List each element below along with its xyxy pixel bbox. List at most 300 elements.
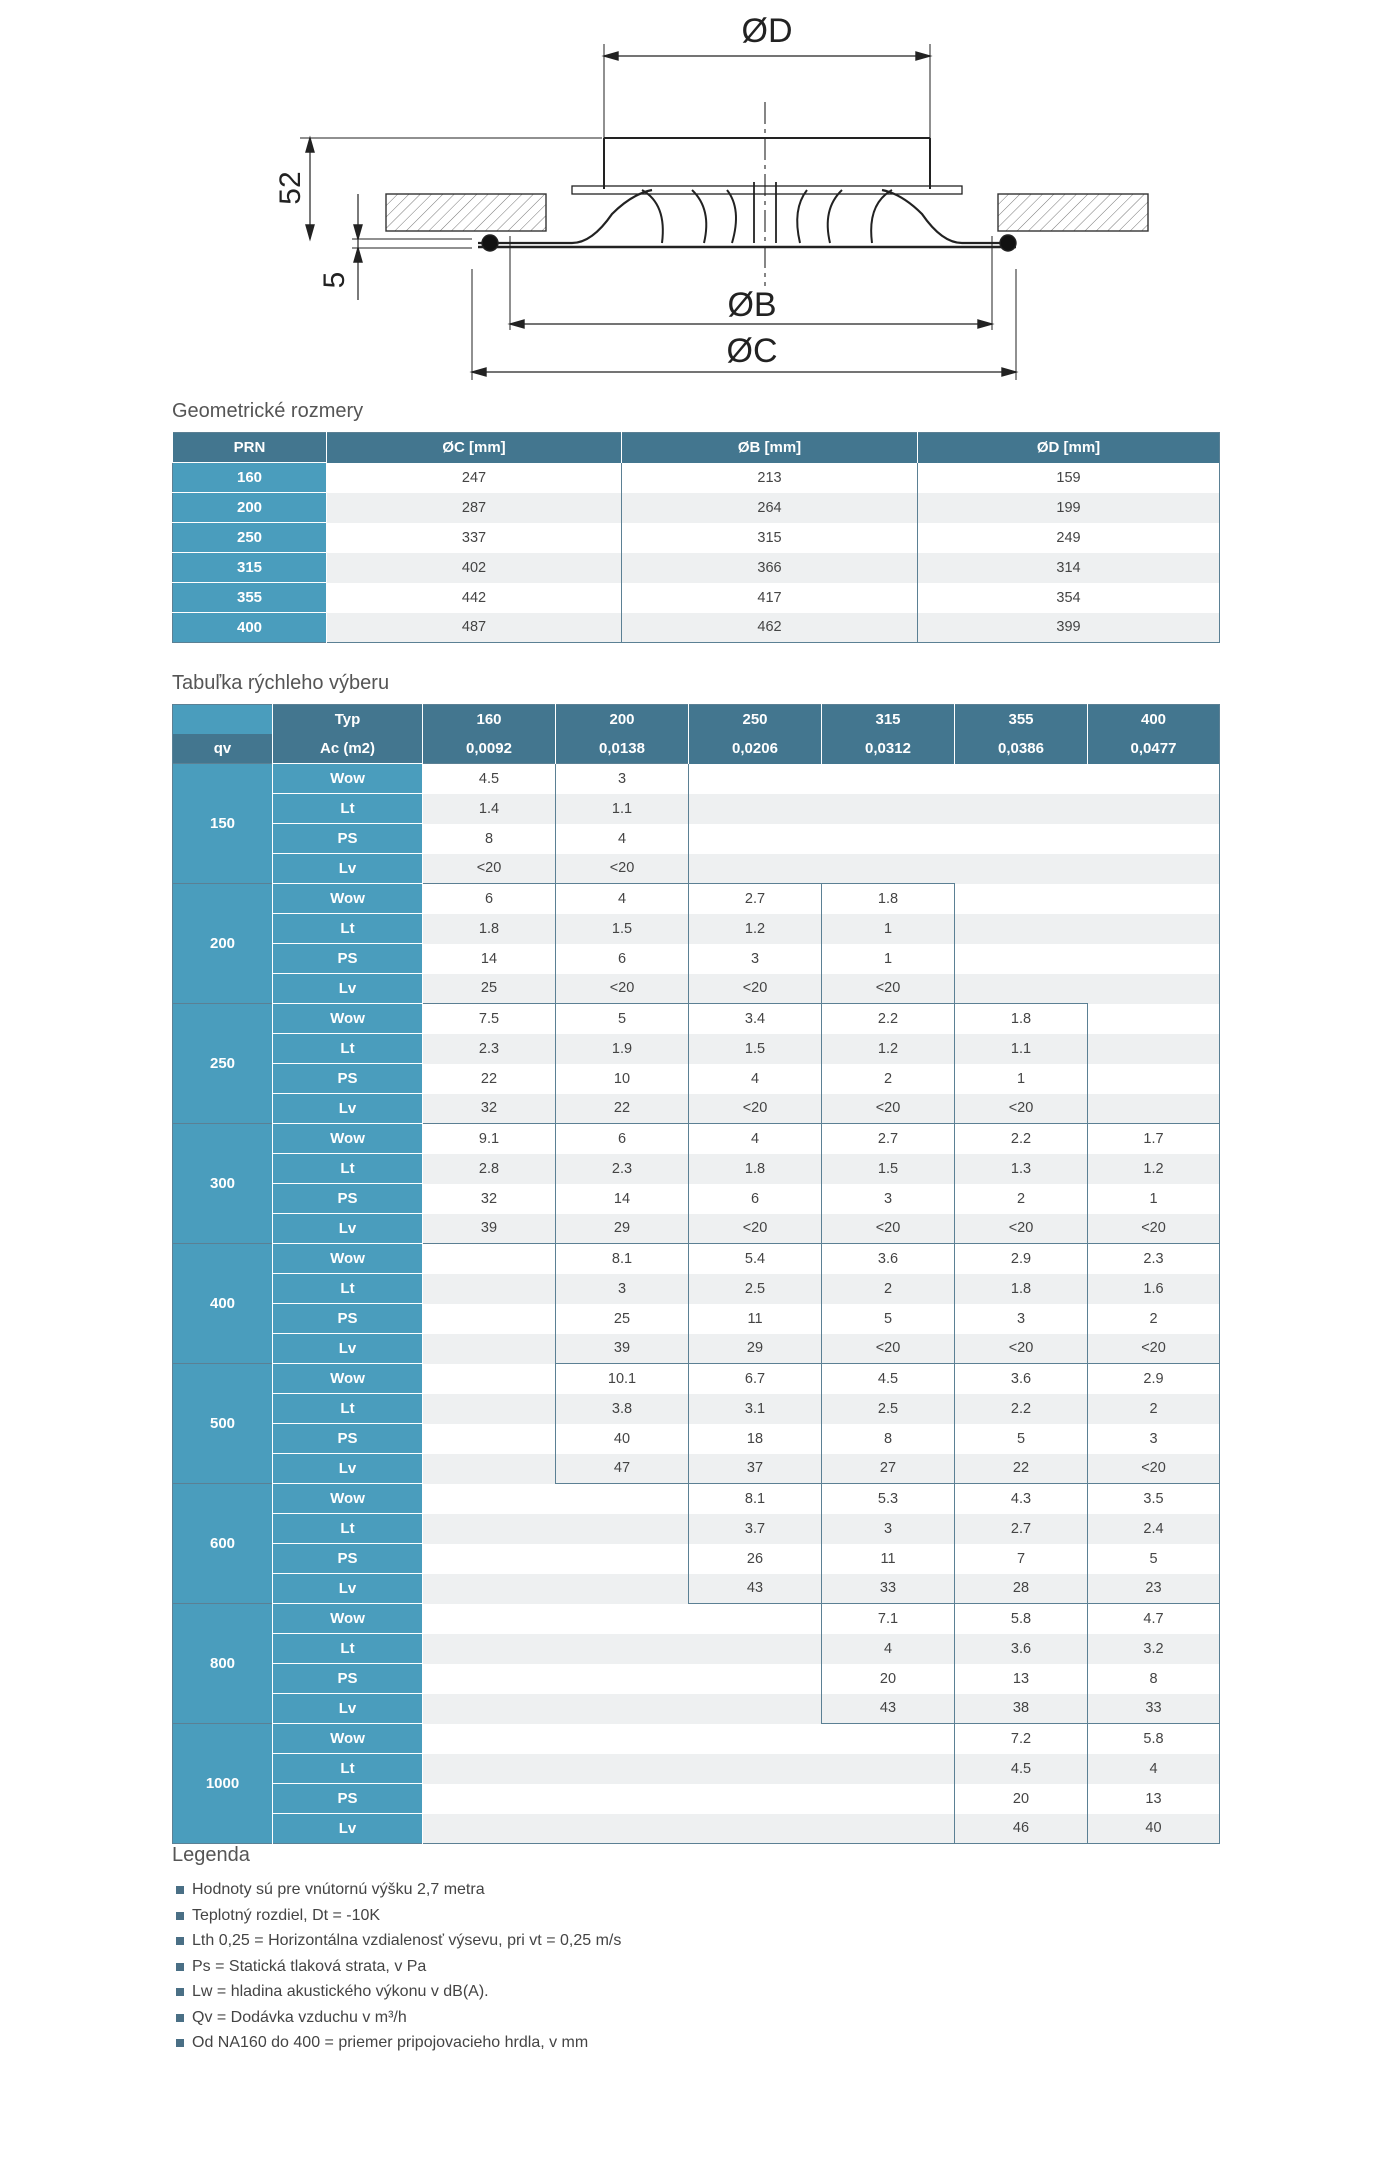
empty-cell: [556, 1514, 689, 1544]
empty-cell: [955, 824, 1088, 854]
empty-cell: [1088, 764, 1220, 794]
qv-value: 200: [173, 884, 273, 1004]
ac-value: 0,0092: [423, 734, 556, 764]
value-cell: 1.8: [423, 914, 556, 944]
value-cell: 5: [556, 1004, 689, 1034]
table-row: [173, 1364, 1220, 1394]
dimension-cell: 213: [622, 463, 918, 493]
empty-cell: [423, 1304, 556, 1334]
value-cell: 1.7: [1088, 1124, 1220, 1154]
value-cell: <20: [822, 1214, 955, 1244]
value-cell: 39: [556, 1334, 689, 1364]
value-cell: 11: [689, 1304, 822, 1334]
empty-cell: [1088, 1064, 1220, 1094]
type-col: 250: [689, 705, 822, 735]
param-label: Wow: [273, 1724, 423, 1754]
geo-header-b: ØB [mm]: [622, 433, 918, 463]
quick-select-table: [172, 704, 1220, 1844]
table-row: [173, 1484, 1220, 1514]
height-52-label: 52: [274, 171, 307, 205]
value-cell: 6: [556, 944, 689, 974]
value-cell: 23: [1088, 1574, 1220, 1604]
value-cell: 4.7: [1088, 1604, 1220, 1634]
param-label: PS: [273, 824, 423, 854]
value-cell: 3.6: [822, 1244, 955, 1274]
table-row: [173, 1394, 1220, 1424]
value-cell: 10.1: [556, 1364, 689, 1394]
qv-value: 500: [173, 1364, 273, 1484]
value-cell: 9.1: [423, 1124, 556, 1154]
empty-cell: [423, 1274, 556, 1304]
bullet-icon: [176, 1886, 184, 1894]
param-label: PS: [273, 1664, 423, 1694]
bullet-icon: [176, 2039, 184, 2047]
ac-value: 0,0386: [955, 734, 1088, 764]
empty-cell: [556, 1784, 689, 1814]
value-cell: 40: [1088, 1814, 1220, 1844]
param-label: Lt: [273, 794, 423, 824]
empty-cell: [1088, 974, 1220, 1004]
prn-cell: 160: [173, 463, 327, 493]
legend-item: [172, 2030, 621, 2056]
value-cell: <20: [822, 974, 955, 1004]
table-row: [173, 794, 1220, 824]
value-cell: 4: [822, 1634, 955, 1664]
geometry-table: [172, 432, 1220, 643]
table-row: [173, 1664, 1220, 1694]
empty-cell: [556, 1724, 689, 1754]
table-row: [173, 1454, 1220, 1484]
value-cell: <20: [689, 1094, 822, 1124]
value-cell: 2.5: [822, 1394, 955, 1424]
value-cell: 3.4: [689, 1004, 822, 1034]
value-cell: 25: [423, 974, 556, 1004]
empty-cell: [423, 1454, 556, 1484]
empty-cell: [556, 1544, 689, 1574]
legend-text: Teplotný rozdiel, Dt = -10K: [192, 1906, 381, 1924]
param-label: Wow: [273, 884, 423, 914]
table-row: [173, 974, 1220, 1004]
qv-value: 800: [173, 1604, 273, 1724]
table-row: [173, 583, 1220, 613]
table-row: [173, 1694, 1220, 1724]
empty-cell: [556, 1664, 689, 1694]
empty-cell: [423, 1784, 556, 1814]
param-label: Lv: [273, 1094, 423, 1124]
value-cell: 1.8: [955, 1004, 1088, 1034]
empty-cell: [423, 1604, 556, 1634]
value-cell: 33: [822, 1574, 955, 1604]
value-cell: 2.3: [1088, 1244, 1220, 1274]
table-row: [173, 1214, 1220, 1244]
qv-value: 400: [173, 1244, 273, 1364]
empty-cell: [689, 1604, 822, 1634]
dimension-cell: 159: [918, 463, 1220, 493]
param-label: Wow: [273, 1484, 423, 1514]
geo-header-prn: PRN: [173, 433, 327, 463]
value-cell: 14: [556, 1184, 689, 1214]
value-cell: 1.2: [689, 914, 822, 944]
empty-cell: [423, 1754, 556, 1784]
table-row: [173, 1634, 1220, 1664]
value-cell: 1: [955, 1064, 1088, 1094]
value-cell: 2.5: [689, 1274, 822, 1304]
value-cell: 43: [689, 1574, 822, 1604]
qv-value: 1000: [173, 1724, 273, 1844]
geo-header-c: ØC [mm]: [327, 433, 622, 463]
value-cell: 1.6: [1088, 1274, 1220, 1304]
bullet-icon: [176, 1963, 184, 1971]
empty-cell: [822, 824, 955, 854]
value-cell: <20: [689, 974, 822, 1004]
dimension-cell: 487: [327, 613, 622, 643]
value-cell: <20: [1088, 1334, 1220, 1364]
value-cell: 3.2: [1088, 1634, 1220, 1664]
legend-text: Lw = hladina akustického výkonu v dB(A).: [192, 1983, 489, 2000]
legend-title: Legenda: [172, 1844, 250, 1866]
legend-text: Od NA160 do 400 = priemer pripojovacieho hrdla, v mm: [192, 2034, 589, 2051]
value-cell: 33: [1088, 1694, 1220, 1724]
prn-cell: 250: [173, 523, 327, 553]
param-label: Lv: [273, 1454, 423, 1484]
table-row: [173, 1604, 1220, 1634]
empty-cell: [556, 1754, 689, 1784]
value-cell: 2: [1088, 1304, 1220, 1334]
dimension-cell: 417: [622, 583, 918, 613]
value-cell: 8: [1088, 1664, 1220, 1694]
table-row: [173, 1034, 1220, 1064]
type-col: 200: [556, 705, 689, 735]
diameter-c-label: ØC: [726, 332, 778, 370]
empty-cell: [556, 1814, 689, 1844]
value-cell: <20: [556, 974, 689, 1004]
type-col: 400: [1088, 705, 1220, 735]
value-cell: 2: [1088, 1394, 1220, 1424]
value-cell: <20: [1088, 1454, 1220, 1484]
legend-text: Hodnoty sú pre vnútornú výšku 2,7 metra: [192, 1881, 485, 1898]
value-cell: 3.7: [689, 1514, 822, 1544]
param-label: Wow: [273, 1364, 423, 1394]
value-cell: 1.3: [955, 1154, 1088, 1184]
legend: [172, 1844, 621, 2056]
value-cell: 5.8: [955, 1604, 1088, 1634]
empty-cell: [689, 794, 822, 824]
value-cell: 37: [689, 1454, 822, 1484]
value-cell: <20: [423, 854, 556, 884]
qv-value: 300: [173, 1124, 273, 1244]
qv-label: qv: [173, 734, 273, 764]
bullet-icon: [176, 1912, 184, 1920]
param-label: PS: [273, 1064, 423, 1094]
value-cell: 4: [689, 1064, 822, 1094]
legend-item: [172, 1903, 621, 1929]
empty-cell: [423, 1244, 556, 1274]
param-label: Lv: [273, 854, 423, 884]
empty-cell: [822, 854, 955, 884]
value-cell: 1.2: [822, 1034, 955, 1064]
empty-cell: [423, 1634, 556, 1664]
table-row: [173, 1004, 1220, 1034]
value-cell: 13: [1088, 1784, 1220, 1814]
value-cell: 2.3: [423, 1034, 556, 1064]
value-cell: 43: [822, 1694, 955, 1724]
value-cell: 8: [822, 1424, 955, 1454]
legend-item: [172, 1928, 621, 1954]
value-cell: <20: [822, 1334, 955, 1364]
table-row: [173, 884, 1220, 914]
table-row: [173, 1304, 1220, 1334]
table-row: [173, 463, 1220, 493]
param-label: Lv: [273, 974, 423, 1004]
dimension-cell: 399: [918, 613, 1220, 643]
empty-cell: [556, 1694, 689, 1724]
empty-cell: [556, 1604, 689, 1634]
empty-cell: [822, 1814, 955, 1844]
ac-label: Ac (m2): [273, 734, 423, 764]
dimension-cell: 354: [918, 583, 1220, 613]
value-cell: 38: [955, 1694, 1088, 1724]
empty-cell: [1088, 1034, 1220, 1064]
empty-cell: [423, 1364, 556, 1394]
param-label: Wow: [273, 1004, 423, 1034]
empty-cell: [423, 1334, 556, 1364]
empty-cell: [423, 1814, 556, 1844]
ac-value: 0,0477: [1088, 734, 1220, 764]
legend-item: [172, 1954, 621, 1980]
empty-cell: [423, 1424, 556, 1454]
qv-corner-top: [173, 705, 273, 735]
empty-cell: [955, 944, 1088, 974]
type-col: 160: [423, 705, 556, 735]
value-cell: 5.8: [1088, 1724, 1220, 1754]
value-cell: 1.8: [955, 1274, 1088, 1304]
value-cell: 22: [955, 1454, 1088, 1484]
value-cell: 4: [1088, 1754, 1220, 1784]
value-cell: 2.4: [1088, 1514, 1220, 1544]
table-row: [173, 854, 1220, 884]
qv-value: 250: [173, 1004, 273, 1124]
bullet-icon: [176, 1937, 184, 1945]
dimension-cell: 264: [622, 493, 918, 523]
table-row: [173, 1514, 1220, 1544]
value-cell: 1.5: [822, 1154, 955, 1184]
legend-item: [172, 2005, 621, 2031]
value-cell: 7.1: [822, 1604, 955, 1634]
value-cell: 13: [955, 1664, 1088, 1694]
value-cell: 2.2: [955, 1394, 1088, 1424]
empty-cell: [955, 764, 1088, 794]
value-cell: 39: [423, 1214, 556, 1244]
value-cell: 10: [556, 1064, 689, 1094]
value-cell: 2.7: [955, 1514, 1088, 1544]
value-cell: 2.3: [556, 1154, 689, 1184]
value-cell: 22: [423, 1064, 556, 1094]
empty-cell: [423, 1394, 556, 1424]
param-label: Lv: [273, 1214, 423, 1244]
table-row: [173, 1124, 1220, 1154]
value-cell: 1.4: [423, 794, 556, 824]
param-label: Wow: [273, 764, 423, 794]
value-cell: 2: [955, 1184, 1088, 1214]
param-label: Lv: [273, 1574, 423, 1604]
empty-cell: [423, 1574, 556, 1604]
value-cell: 3: [822, 1184, 955, 1214]
value-cell: 4: [556, 824, 689, 854]
legend-text: Ps = Statická tlaková strata, v Pa: [192, 1957, 427, 1975]
value-cell: 6: [689, 1184, 822, 1214]
legend-item: [172, 1979, 621, 2005]
empty-cell: [423, 1484, 556, 1514]
empty-cell: [1088, 884, 1220, 914]
value-cell: 4: [689, 1124, 822, 1154]
value-cell: 1.1: [556, 794, 689, 824]
value-cell: <20: [556, 854, 689, 884]
value-cell: 1.5: [689, 1034, 822, 1064]
value-cell: <20: [955, 1094, 1088, 1124]
value-cell: 5: [1088, 1544, 1220, 1574]
empty-cell: [689, 764, 822, 794]
prn-cell: 200: [173, 493, 327, 523]
value-cell: 2.9: [1088, 1364, 1220, 1394]
value-cell: <20: [822, 1094, 955, 1124]
empty-cell: [955, 854, 1088, 884]
value-cell: 32: [423, 1184, 556, 1214]
empty-cell: [822, 764, 955, 794]
empty-cell: [1088, 1094, 1220, 1124]
value-cell: 5.4: [689, 1244, 822, 1274]
value-cell: 4.5: [822, 1364, 955, 1394]
value-cell: 29: [689, 1334, 822, 1364]
value-cell: 4.5: [423, 764, 556, 794]
value-cell: 8: [423, 824, 556, 854]
value-cell: 18: [689, 1424, 822, 1454]
dimension-cell: 442: [327, 583, 622, 613]
empty-cell: [556, 1484, 689, 1514]
empty-cell: [689, 1664, 822, 1694]
param-label: Lt: [273, 1274, 423, 1304]
dimension-cell: 366: [622, 553, 918, 583]
prn-cell: 400: [173, 613, 327, 643]
empty-cell: [955, 974, 1088, 1004]
value-cell: 6: [556, 1124, 689, 1154]
value-cell: <20: [955, 1214, 1088, 1244]
empty-cell: [822, 1754, 955, 1784]
table-row: [173, 1814, 1220, 1844]
value-cell: 2: [822, 1064, 955, 1094]
param-label: Lt: [273, 1154, 423, 1184]
param-label: Lt: [273, 1394, 423, 1424]
value-cell: 1.8: [822, 884, 955, 914]
type-col: 355: [955, 705, 1088, 735]
value-cell: 25: [556, 1304, 689, 1334]
param-label: Lt: [273, 1034, 423, 1064]
empty-cell: [1088, 824, 1220, 854]
legend-item: [172, 1877, 621, 1903]
value-cell: 4: [556, 884, 689, 914]
table-row: [173, 523, 1220, 553]
value-cell: 22: [556, 1094, 689, 1124]
value-cell: 20: [822, 1664, 955, 1694]
empty-cell: [423, 1664, 556, 1694]
dimension-cell: 462: [622, 613, 918, 643]
dimension-cell: 199: [918, 493, 1220, 523]
dimension-cell: 337: [327, 523, 622, 553]
table-row: [173, 1784, 1220, 1814]
value-cell: 26: [689, 1544, 822, 1574]
param-label: Lv: [273, 1334, 423, 1364]
typ-label: Typ: [273, 705, 423, 735]
technical-drawing: [272, 14, 1152, 394]
value-cell: 29: [556, 1214, 689, 1244]
param-label: Lt: [273, 1754, 423, 1784]
value-cell: 27: [822, 1454, 955, 1484]
empty-cell: [689, 1694, 822, 1724]
value-cell: 2.2: [822, 1004, 955, 1034]
value-cell: 47: [556, 1454, 689, 1484]
value-cell: 1.5: [556, 914, 689, 944]
value-cell: 32: [423, 1094, 556, 1124]
prn-cell: 315: [173, 553, 327, 583]
legend-text: Qv = Dodávka vzduchu v m³/h: [192, 2008, 407, 2026]
value-cell: 8.1: [689, 1484, 822, 1514]
value-cell: 2.2: [955, 1124, 1088, 1154]
value-cell: 8.1: [556, 1244, 689, 1274]
empty-cell: [822, 794, 955, 824]
empty-cell: [556, 1634, 689, 1664]
value-cell: 1.8: [689, 1154, 822, 1184]
value-cell: 6.7: [689, 1364, 822, 1394]
quick-select-title: Tabuľka rýchleho výberu: [172, 672, 390, 694]
table-row: [173, 1424, 1220, 1454]
table-row: [173, 944, 1220, 974]
value-cell: 4.5: [955, 1754, 1088, 1784]
dimension-cell: 402: [327, 553, 622, 583]
dimension-cell: 247: [327, 463, 622, 493]
value-cell: 7.5: [423, 1004, 556, 1034]
empty-cell: [689, 1754, 822, 1784]
value-cell: 2: [822, 1274, 955, 1304]
value-cell: 5.3: [822, 1484, 955, 1514]
empty-cell: [1088, 854, 1220, 884]
empty-cell: [423, 1724, 556, 1754]
param-label: PS: [273, 1424, 423, 1454]
empty-cell: [1088, 944, 1220, 974]
table-row: [173, 1274, 1220, 1304]
value-cell: 3.8: [556, 1394, 689, 1424]
table-row: [173, 1544, 1220, 1574]
prn-cell: 355: [173, 583, 327, 613]
value-cell: 1.9: [556, 1034, 689, 1064]
value-cell: 7: [955, 1544, 1088, 1574]
param-label: Wow: [273, 1124, 423, 1154]
ac-value: 0,0312: [822, 734, 955, 764]
value-cell: 2.8: [423, 1154, 556, 1184]
ac-value: 0,0138: [556, 734, 689, 764]
param-label: Wow: [273, 1244, 423, 1274]
value-cell: 14: [423, 944, 556, 974]
param-label: Wow: [273, 1604, 423, 1634]
legend-list: [172, 1877, 621, 2056]
value-cell: 3.1: [689, 1394, 822, 1424]
param-label: PS: [273, 1784, 423, 1814]
value-cell: 3: [556, 764, 689, 794]
geometry-title: Geometrické rozmery: [172, 400, 364, 422]
diameter-b-label: ØB: [727, 286, 777, 324]
value-cell: 3: [822, 1514, 955, 1544]
qv-value: 600: [173, 1484, 273, 1604]
table-row: [173, 1154, 1220, 1184]
value-cell: 6: [423, 884, 556, 914]
